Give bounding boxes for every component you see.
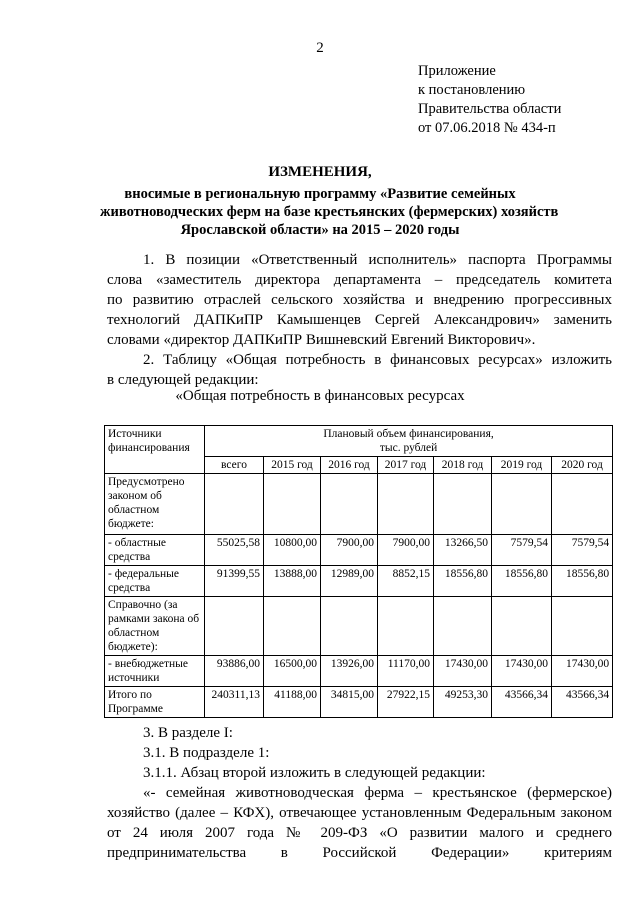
table-cell: 27922,15 bbox=[378, 687, 434, 718]
column-header: 2018 год bbox=[434, 457, 492, 474]
table-cell bbox=[205, 597, 264, 656]
item-2-paragraph bbox=[107, 350, 612, 390]
header-sources: Источники финансирования bbox=[105, 426, 205, 474]
table-cell bbox=[378, 597, 434, 656]
title-main: ИЗМЕНЕНИЯ, bbox=[268, 164, 372, 180]
table-cell bbox=[378, 474, 434, 535]
table-cell: 93886,00 bbox=[205, 656, 264, 687]
row-label: - федеральные средства bbox=[105, 566, 205, 597]
table-cell: 16500,00 bbox=[264, 656, 321, 687]
column-header: 2015 год bbox=[264, 457, 321, 474]
appendix-line: к постановлению bbox=[418, 82, 526, 98]
section-line: хозяйство (далее – КФХ), отвечающее установленным Федеральным законом bbox=[107, 805, 612, 821]
table-cell: 11170,00 bbox=[378, 656, 434, 687]
item-1-paragraph bbox=[107, 250, 612, 350]
paragraph-line: 1. В позиции «Ответственный исполнитель» паспорта Программы bbox=[143, 252, 612, 268]
section-line: «- семейная животноводческая ферма – крестьянское (фермерское) bbox=[143, 785, 612, 801]
header-units: тыс. рублей bbox=[379, 442, 438, 454]
table-cell: 13888,00 bbox=[264, 566, 321, 597]
column-header: 2019 год bbox=[492, 457, 552, 474]
table-row bbox=[105, 474, 613, 535]
table-cell: 13266,50 bbox=[434, 535, 492, 566]
table-row bbox=[105, 535, 613, 566]
column-header: 2017 год bbox=[378, 457, 434, 474]
table-cell: 41188,00 bbox=[264, 687, 321, 718]
row-label: Справочно (за рамками закона об областном бюджете): bbox=[105, 597, 205, 656]
section-line: 3.1. В подразделе 1: bbox=[143, 745, 270, 761]
table-cell: 18556,80 bbox=[492, 566, 552, 597]
table-cell bbox=[205, 474, 264, 535]
table-cell: 12989,00 bbox=[321, 566, 378, 597]
column-header: 2016 год bbox=[321, 457, 378, 474]
table-row bbox=[105, 656, 613, 687]
paragraph-line: по развитию отраслей сельского хозяйства и внедрению прогрессивных bbox=[107, 292, 612, 308]
table-row bbox=[105, 597, 613, 656]
table-row bbox=[105, 687, 613, 718]
table-cell bbox=[321, 597, 378, 656]
row-label: - областные средства bbox=[105, 535, 205, 566]
title-line: животноводческих ферм на базе крестьянских (фермерских) хозяйств bbox=[100, 204, 559, 220]
table-cell: 13926,00 bbox=[321, 656, 378, 687]
section-line: предпринимательства в Российской Федерации» критериям bbox=[107, 845, 612, 861]
table-cell: 10800,00 bbox=[264, 535, 321, 566]
table-cell: 17430,00 bbox=[434, 656, 492, 687]
table-cell: 43566,34 bbox=[552, 687, 613, 718]
table-cell: 240311,13 bbox=[205, 687, 264, 718]
table-cell: 91399,55 bbox=[205, 566, 264, 597]
table-cell bbox=[434, 597, 492, 656]
header-planned-line: Плановый объем финансирования, bbox=[323, 428, 494, 440]
table-cell bbox=[264, 597, 321, 656]
table-cell: 17430,00 bbox=[492, 656, 552, 687]
paragraph-line: 2. Таблицу «Общая потребность в финансовых ресурсах» изложить bbox=[143, 352, 612, 368]
table-cell bbox=[552, 474, 613, 535]
financing-table bbox=[104, 425, 613, 718]
page-number: 2 bbox=[316, 40, 324, 56]
appendix-line: от 07.06.2018 № 434-п bbox=[418, 120, 556, 136]
table-title: «Общая потребность в финансовых ресурсах bbox=[175, 388, 465, 404]
table-cell: 7900,00 bbox=[321, 535, 378, 566]
document-title bbox=[100, 163, 559, 239]
table-cell: 7579,54 bbox=[552, 535, 613, 566]
section-line: 3.1.1. Абзац второй изложить в следующей редакции: bbox=[143, 765, 486, 781]
row-label: Предусмотрено законом об областном бюджете: bbox=[105, 474, 205, 535]
table-cell: 18556,80 bbox=[552, 566, 613, 597]
table-cell: 43566,34 bbox=[492, 687, 552, 718]
table-cell: 34815,00 bbox=[321, 687, 378, 718]
table-cell: 49253,30 bbox=[434, 687, 492, 718]
paragraph-line: слова «заместитель директора департамента – председатель комитета bbox=[107, 272, 612, 288]
table-cell: 8852,15 bbox=[378, 566, 434, 597]
table-cell bbox=[321, 474, 378, 535]
row-label: - внебюджетные источники bbox=[105, 656, 205, 687]
column-header: всего bbox=[205, 457, 264, 474]
table-cell bbox=[264, 474, 321, 535]
table-cell bbox=[492, 474, 552, 535]
section-3 bbox=[107, 723, 612, 863]
appendix-block bbox=[418, 62, 561, 138]
section-line: от 24 июля 2007 года № 209-ФЗ «О развитии малого и среднего bbox=[107, 825, 612, 841]
table-cell: 7900,00 bbox=[378, 535, 434, 566]
section-line: 3. В разделе I: bbox=[143, 725, 233, 741]
appendix-line: Приложение bbox=[418, 63, 496, 79]
title-line: Ярославской области» на 2015 – 2020 годы bbox=[180, 222, 460, 238]
table-cell: 17430,00 bbox=[552, 656, 613, 687]
row-label: Итого по Программе bbox=[105, 687, 205, 718]
paragraph-line: в следующей редакции: bbox=[107, 372, 259, 388]
appendix-line: Правительства области bbox=[418, 101, 562, 117]
title-line: вносимые в региональную программу «Развитие семейных bbox=[124, 186, 516, 202]
header-planned bbox=[205, 426, 613, 457]
table-row bbox=[105, 566, 613, 597]
table-cell: 18556,80 bbox=[434, 566, 492, 597]
table-cell bbox=[492, 597, 552, 656]
table-body bbox=[105, 474, 613, 718]
paragraph-line: технологий ДАПКиПР Камышенцев Сергей Александрович» заменить bbox=[107, 312, 612, 328]
table-cell bbox=[552, 597, 613, 656]
table-cell bbox=[434, 474, 492, 535]
paragraph-line: словами «директор ДАПКиПР Вишневский Евгений Викторович». bbox=[107, 332, 536, 348]
table-cell: 7579,54 bbox=[492, 535, 552, 566]
column-header: 2020 год bbox=[552, 457, 613, 474]
table-cell: 55025,58 bbox=[205, 535, 264, 566]
